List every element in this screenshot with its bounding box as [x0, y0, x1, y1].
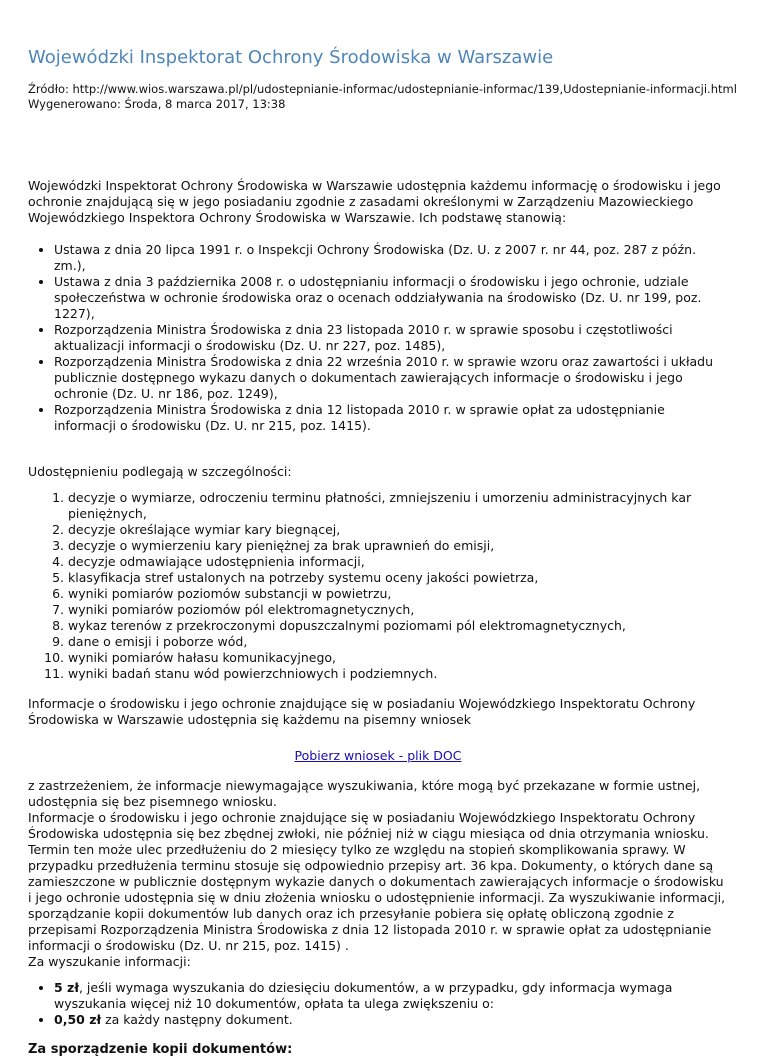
main-content [28, 178, 728, 1058]
subjects-heading: Udostępnieniu podlegają w szczególności: [28, 464, 292, 479]
list-item [54, 980, 728, 1012]
reservation-paragraph: z zastrzeżeniem, że informacje niewymagające wyszukiwania, które mogą być przekazane w formie ustnej, udostępnia się bez pisemnego wniosku. [28, 778, 701, 809]
list-item: 4. decyzje odmawiające udostępnienia informacji, [68, 554, 728, 570]
list-item: • Rozporządzenia Ministra Środowiska z dnia 23 listopada 2010 r. w sprawie sposobu i częstotliwości aktualizacji informacji o środowisku (Dz. U. nr 227, poz. 1485), [54, 322, 728, 354]
search-fee-heading: Za wyszukanie informacji: [28, 954, 191, 969]
fee-amount: 0,50 zł [54, 1012, 102, 1027]
copy-fee-heading: Za sporządzenie kopii dokumentów: [28, 1042, 293, 1057]
page-title: Wojewódzki Inspektorat Ochrony Środowiska w Warszawie [28, 47, 554, 68]
fees-list [28, 980, 728, 1028]
list-item: 3. decyzje o wymierzeniu kary pieniężnej za brak uprawnień do emisji, [68, 538, 728, 554]
fee-text: za każdy następny dokument. [101, 1012, 293, 1027]
list-item: 6. wyniki pomiarów poziomów substancji w powietrzu, [68, 586, 728, 602]
fee-amount: 5 zł [54, 980, 79, 995]
list-item [54, 1012, 728, 1028]
intro-paragraph: Wojewódzki Inspektorat Ochrony Środowiska w Warszawie udostępnia każdemu informację o środowisku i jego ochronie znajdującą się w jego posiadaniu zgodnie z zasadami określonymi w Zarządzeniu Mazowieckiego Wojewódzkiego Inspektora Ochrony Środowiska w Warszawie. Ich podstawę stanowią: [28, 178, 721, 225]
list-item: 8. wykaz terenów z przekroczonymi dopuszczalnymi poziomami pól elektromagnetycznych, [68, 618, 728, 634]
list-item: 9. dane o emisji i poborze wód, [68, 634, 728, 650]
list-item: 7. wyniki pomiarów poziomów pól elektromagnetycznych, [68, 602, 728, 618]
document-meta [28, 82, 737, 112]
list-item: 10. wyniki pomiarów hałasu komunikacyjnego, [68, 650, 728, 666]
generated-date: Wygenerowano: Środa, 8 marca 2017, 13:38 [28, 97, 286, 111]
subjects-list [28, 490, 728, 682]
list-item: 2. decyzje określające wymiar kary biegnącej, [68, 522, 728, 538]
list-item: 1. decyzje o wymiarze, odroczeniu terminu płatności, zmniejszeniu i umorzeniu administracyjnych kar pieniężnych, [68, 490, 728, 522]
procedure-paragraph: Informacje o środowisku i jego ochronie znajdujące się w posiadaniu Wojewódzkiego Inspektoratu Ochrony Środowiska udostępnia się bez zbędnej zwłoki, nie później niż w ciągu miesiąca od dnia otrzymania wniosku. Termin ten może ulec przedłużeniu do 2 miesięcy tylko ze względu na stopień skomplikowania sprawy. W przypadku przedłużenia terminu stosuje się odpowiednio przepisy art. 36 kpa. Dokumenty, o których dane są zamieszczone w publicznie dostępnym wykazie danych o dokumentach zawierających informacje o środowisku i jego ochronie udostępnia się w dniu złożenia wniosku o udostępnienie informacji. Za wyszukiwanie informacji, sporządzanie kopii dokumentów lub danych oraz ich przesyłanie pobiera się opłatę obliczoną zgodnie z przepisami Rozporządzenia Ministra Środowiska z dnia 12 listopada 2010 r. w sprawie opłat za udostępnianie informacji o środowisku (Dz. U. nr 215, poz. 1415) . [28, 810, 726, 953]
list-item: • Ustawa z dnia 20 lipca 1991 r. o Inspekcji Ochrony Środowiska (Dz. U. z 2007 r. nr 44, poz. 287 z późn. zm.), [54, 242, 728, 274]
list-item: • Rozporządzenia Ministra Środowiska z dnia 12 listopada 2010 r. w sprawie opłat za udostępnianie informacji o środowisku (Dz. U. nr 215, poz. 1415). [54, 402, 728, 434]
fee-text: , jeśli wymaga wyszukania do dziesięciu dokumentów, a w przypadku, gdy informacja wymaga wyszukania więcej niż 10 dokumentów, opłata ta ulega zwiększeniu o: [54, 980, 673, 1011]
legal-basis-list [28, 242, 728, 434]
list-item: • Rozporządzenia Ministra Środowiska z dnia 22 września 2010 r. w sprawie wzoru oraz zawartości i układu publicznie dostępnego wykazu danych o dokumentach zawierających informacje o środowisku i jego ochronie (Dz. U. nr 186, poz. 1249), [54, 354, 728, 402]
list-item: • Ustawa z dnia 3 października 2008 r. o udostępnianiu informacji o środowisku i jego ochronie, udziale społeczeństwa w ochronie środowiska oraz o ocenach oddziaływania na środowisko (Dz. U. nr 199, poz. 1227), [54, 274, 728, 322]
download-form-link[interactable]: Pobierz wniosek - plik DOC [294, 748, 462, 763]
source-url: Źródło: http://www.wios.warszawa.pl/pl/udostepnianie-informac/udostepnianie-informac/139,Udostepnianie-informacji.html [28, 82, 737, 96]
list-item: 5. klasyfikacja stref ustalonych na potrzeby systemu oceny jakości powietrza, [68, 570, 728, 586]
request-paragraph: Informacje o środowisku i jego ochronie znajdujące się w posiadaniu Wojewódzkiego Inspektoratu Ochrony Środowiska w Warszawie udostępnia się każdemu na pisemny wniosek [28, 696, 696, 727]
list-item: 11. wyniki badań stanu wód powierzchniowych i podziemnych. [68, 666, 728, 682]
